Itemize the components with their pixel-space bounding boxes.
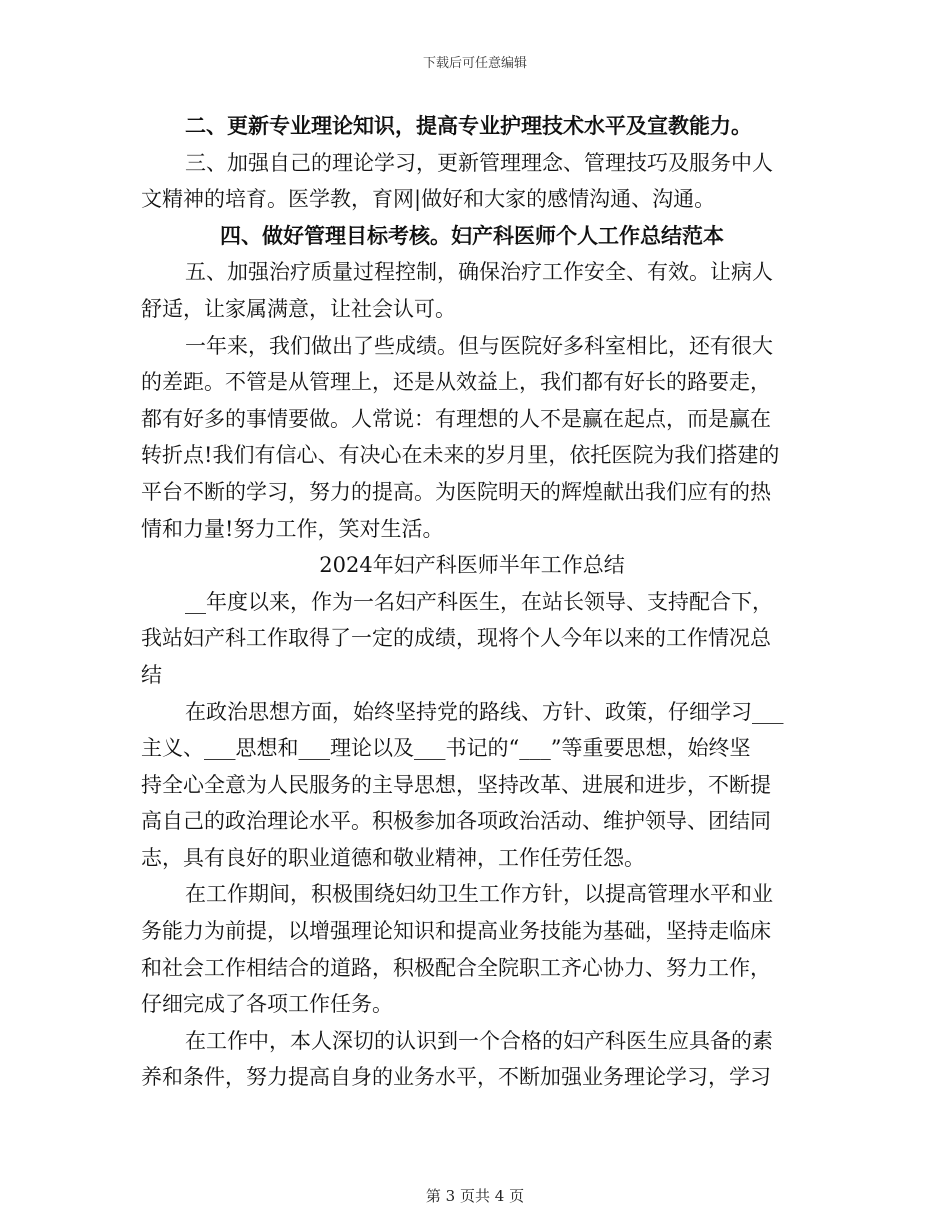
document-line: __年度以来，作为一名妇产科医生，在站长领导、支持配合下，: [185, 589, 773, 614]
document-line: 结: [141, 662, 162, 687]
document-line: 在工作中，本人深切的认识到一个合格的妇产科医生应具备的素: [185, 1028, 773, 1053]
document-line: 2024年妇产科医师半年工作总结: [319, 553, 625, 578]
document-line: 的差距。不管是从管理上，还是从效益上，我们都有好长的路要走，: [141, 370, 771, 395]
document-body: [141, 108, 803, 1096]
document-line: 我站妇产科工作取得了一定的成绩，现将个人今年以来的工作情况总: [141, 626, 771, 651]
document-line: 持全心全意为人民服务的主导思想，坚持改革、进展和进步，不断提: [141, 772, 771, 797]
document-line: 平台不断的学习，努力的提高。为医院明天的辉煌献出我们应有的热: [141, 479, 771, 504]
document-line: 主义、___思想和___理论以及___书记的“___”等重要思想，始终坚: [141, 736, 751, 761]
document-line: 和社会工作相结合的道路，积极配合全院职工齐心协力、努力工作，: [141, 955, 771, 980]
document-line: 舒适，让家属满意，让社会认可。: [141, 296, 456, 321]
header-note: 下载后可任意编辑: [422, 56, 527, 71]
document-line: 二、更新专业理论知识，提高专业护理技术水平及宣教能力。: [185, 113, 752, 138]
page-indicator: 第 3 页共 4 页: [425, 1187, 525, 1205]
document-line: 养和条件，努力提高自身的业务水平，不断加强业务理论学习，学习: [141, 1065, 771, 1090]
document-line: 四、做好管理目标考核。妇产科医师个人工作总结范本: [220, 222, 724, 248]
document-line: 文精神的培育。医学教，育网|做好和大家的感情沟通、沟通。: [141, 187, 716, 212]
document-line: 转折点!我们有信心、有决心在未来的岁月里，依托医院为我们搭建的: [141, 443, 780, 468]
document-line: 一年来，我们做出了些成绩。但与医院好多科室相比，还有很大: [185, 333, 773, 358]
document-line: 务能力为前提，以增强理论知识和提高业务技能为基础，坚持走临床: [141, 919, 771, 944]
document-line: 在政治思想方面，始终坚持党的路线、方针、政策，仔细学习___: [185, 699, 784, 724]
document-line: 都有好多的事情要做。人常说：有理想的人不是赢在起点，而是赢在: [141, 406, 771, 431]
document-line: 仔细完成了各项工作任务。: [141, 992, 393, 1017]
document-line: 五、加强治疗质量过程控制，确保治疗工作安全、有效。让病人: [185, 260, 773, 285]
document-line: 在工作期间，积极围绕妇幼卫生工作方针，以提高管理水平和业: [185, 882, 773, 907]
document-line: 情和力量!努力工作，笑对生活。: [141, 516, 444, 541]
document-line: 高自己的政治理论水平。积极参加各项政治活动、维护领导、团结同: [141, 809, 771, 834]
document-line: 三、加强自己的理论学习，更新管理理念、管理技巧及服务中人: [185, 150, 773, 175]
document-line: 志，具有良好的职业道德和敬业精神，工作任劳任怨。: [141, 845, 645, 870]
